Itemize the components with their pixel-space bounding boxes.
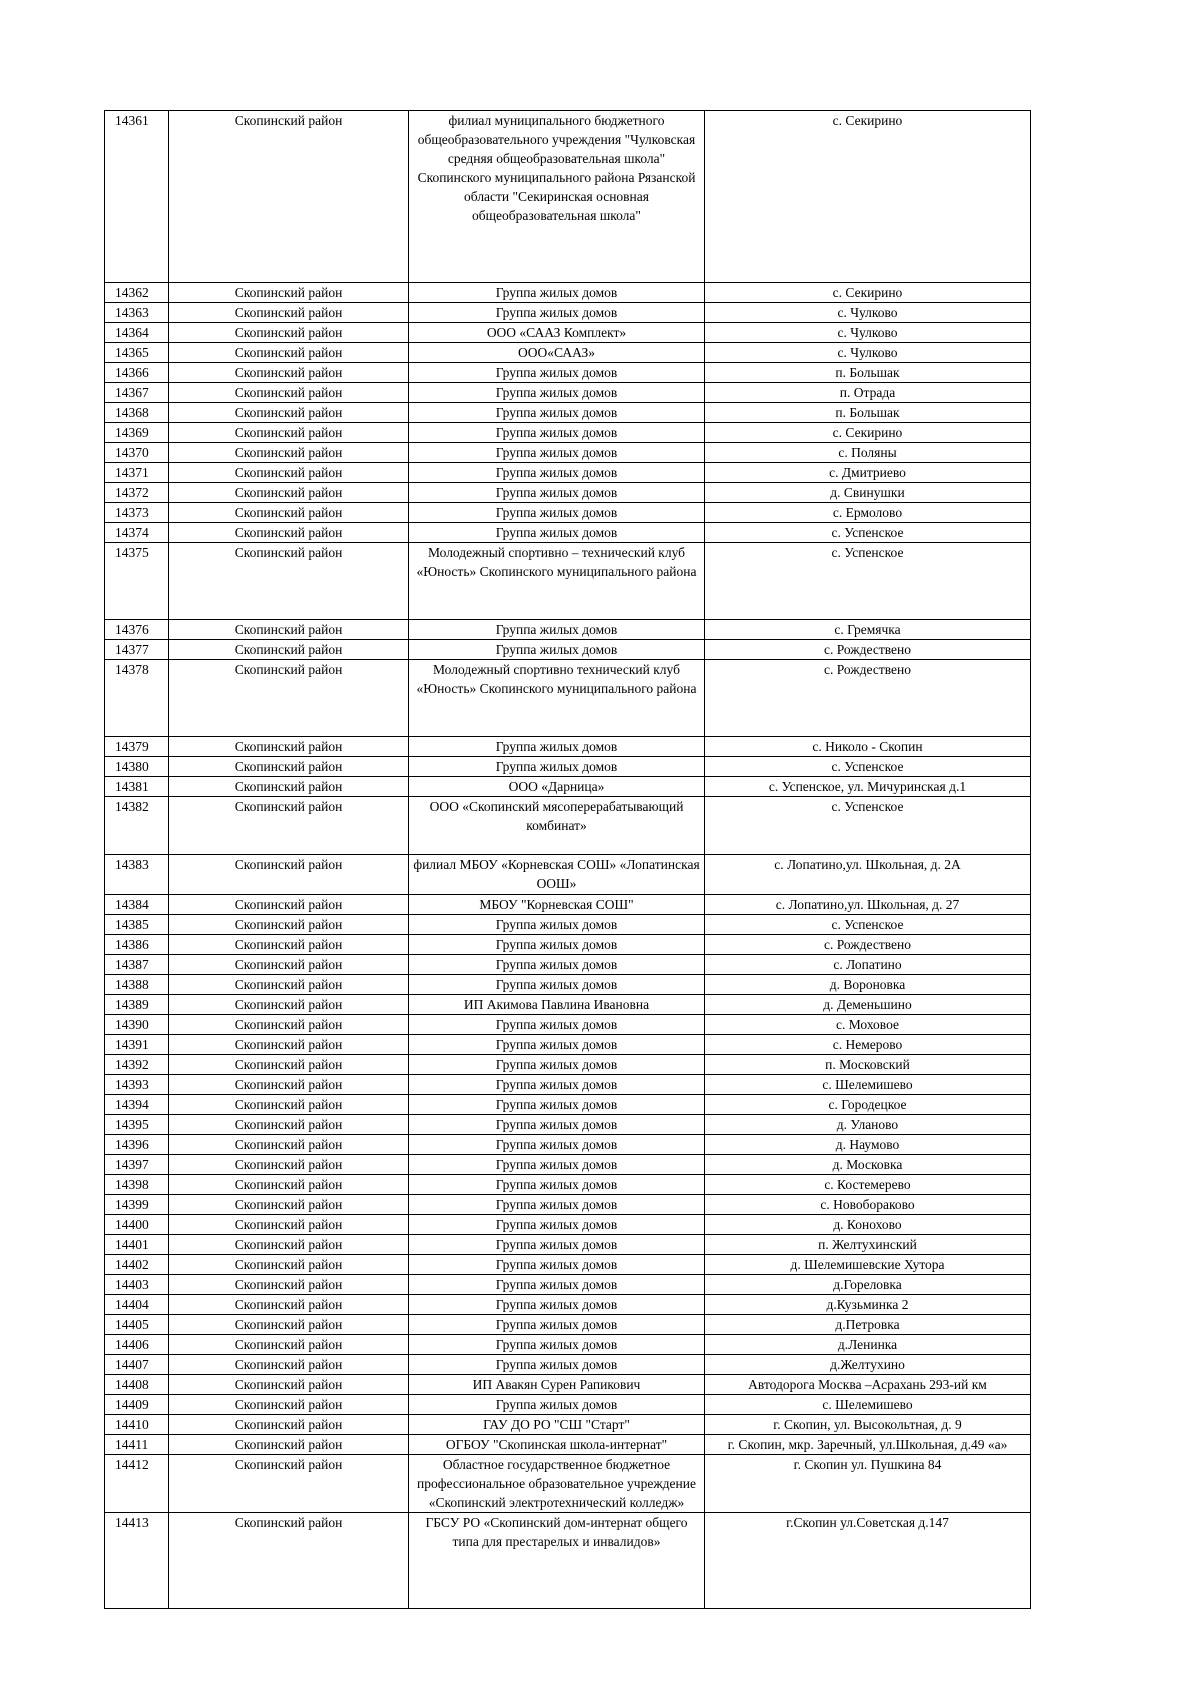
table-row <box>105 1395 1031 1415</box>
row-number-cell: 14384 <box>105 895 169 915</box>
object-name-cell: Группа жилых домов <box>409 1155 705 1175</box>
district-cell: Скопинский район <box>169 1355 409 1375</box>
location-cell: д. Свинушки <box>705 483 1031 503</box>
object-name-cell: Молодежный спортивно – технический клуб «Юность» Скопинского муниципального района <box>409 543 705 620</box>
district-cell: Скопинский район <box>169 660 409 737</box>
table-row <box>105 757 1031 777</box>
location-cell: с. Лопатино <box>705 955 1031 975</box>
district-cell: Скопинский район <box>169 523 409 543</box>
location-cell: г. Скопин, мкр. Заречный, ул.Школьная, д.49 «а» <box>705 1435 1031 1455</box>
object-name-cell: Группа жилых домов <box>409 1295 705 1315</box>
district-cell: Скопинский район <box>169 1175 409 1195</box>
location-cell: с. Городецкое <box>705 1095 1031 1115</box>
district-cell: Скопинский район <box>169 1295 409 1315</box>
district-cell: Скопинский район <box>169 343 409 363</box>
row-number-cell: 14362 <box>105 283 169 303</box>
table-body <box>105 111 1031 1609</box>
district-cell: Скопинский район <box>169 423 409 443</box>
location-cell: д. Шелемишевские Хутора <box>705 1255 1031 1275</box>
location-cell: с. Успенское <box>705 523 1031 543</box>
object-name-cell: Группа жилых домов <box>409 955 705 975</box>
records-table <box>104 110 1031 1609</box>
row-number-cell: 14380 <box>105 757 169 777</box>
object-name-cell: Группа жилых домов <box>409 1195 705 1215</box>
table-row <box>105 1315 1031 1335</box>
object-name-cell: ООО «Скопинский мясоперерабатывающий комбинат» <box>409 797 705 855</box>
row-number-cell: 14413 <box>105 1513 169 1609</box>
district-cell: Скопинский район <box>169 1215 409 1235</box>
object-name-cell: ИП Авакян Сурен Рапикович <box>409 1375 705 1395</box>
row-number-cell: 14367 <box>105 383 169 403</box>
object-name-cell: Группа жилых домов <box>409 1355 705 1375</box>
row-number-cell: 14403 <box>105 1275 169 1295</box>
location-cell: с. Успенское <box>705 757 1031 777</box>
object-name-cell: Группа жилых домов <box>409 620 705 640</box>
row-number-cell: 14386 <box>105 935 169 955</box>
location-cell: д.Кузьминка 2 <box>705 1295 1031 1315</box>
location-cell: с. Костемерево <box>705 1175 1031 1195</box>
district-cell: Скопинский район <box>169 737 409 757</box>
location-cell: с. Чулково <box>705 323 1031 343</box>
row-number-cell: 14370 <box>105 443 169 463</box>
row-number-cell: 14371 <box>105 463 169 483</box>
location-cell: д. Уланово <box>705 1115 1031 1135</box>
table-row <box>105 1295 1031 1315</box>
object-name-cell: Группа жилых домов <box>409 503 705 523</box>
district-cell: Скопинский район <box>169 1275 409 1295</box>
row-number-cell: 14393 <box>105 1075 169 1095</box>
object-name-cell: ГБСУ РО «Скопинский дом-интернат общего типа для престарелых и инвалидов» <box>409 1513 705 1609</box>
location-cell: с. Успенское <box>705 543 1031 620</box>
location-cell: с. Николо - Скопин <box>705 737 1031 757</box>
row-number-cell: 14398 <box>105 1175 169 1195</box>
district-cell: Скопинский район <box>169 363 409 383</box>
object-name-cell: Группа жилых домов <box>409 915 705 935</box>
location-cell: с. Немерово <box>705 1035 1031 1055</box>
row-number-cell: 14382 <box>105 797 169 855</box>
object-name-cell: Группа жилых домов <box>409 363 705 383</box>
row-number-cell: 14395 <box>105 1115 169 1135</box>
district-cell: Скопинский район <box>169 1375 409 1395</box>
table-row <box>105 620 1031 640</box>
row-number-cell: 14365 <box>105 343 169 363</box>
table-row <box>105 343 1031 363</box>
object-name-cell: ООО«СААЗ» <box>409 343 705 363</box>
table-row <box>105 1255 1031 1275</box>
table-row <box>105 303 1031 323</box>
row-number-cell: 14364 <box>105 323 169 343</box>
location-cell: д.Гореловка <box>705 1275 1031 1295</box>
row-number-cell: 14412 <box>105 1455 169 1513</box>
object-name-cell: Группа жилых домов <box>409 1015 705 1035</box>
row-number-cell: 14373 <box>105 503 169 523</box>
district-cell: Скопинский район <box>169 777 409 797</box>
district-cell: Скопинский район <box>169 640 409 660</box>
object-name-cell: Областное государственное бюджетное профессиональное образовательное учреждение «Скопинский электротехнический колледж» <box>409 1455 705 1513</box>
object-name-cell: Группа жилых домов <box>409 1215 705 1235</box>
row-number-cell: 14368 <box>105 403 169 423</box>
location-cell: с. Секирино <box>705 111 1031 283</box>
row-number-cell: 14369 <box>105 423 169 443</box>
table-row <box>105 283 1031 303</box>
table-row <box>105 1275 1031 1295</box>
row-number-cell: 14404 <box>105 1295 169 1315</box>
district-cell: Скопинский район <box>169 463 409 483</box>
row-number-cell: 14375 <box>105 543 169 620</box>
location-cell: с. Секирино <box>705 283 1031 303</box>
location-cell: с. Шелемишево <box>705 1395 1031 1415</box>
table-row <box>105 1455 1031 1513</box>
row-number-cell: 14402 <box>105 1255 169 1275</box>
location-cell: д.Ленинка <box>705 1335 1031 1355</box>
location-cell: с. Чулково <box>705 343 1031 363</box>
object-name-cell: Группа жилых домов <box>409 1055 705 1075</box>
district-cell: Скопинский район <box>169 1435 409 1455</box>
table-row <box>105 1415 1031 1435</box>
location-cell: с. Гремячка <box>705 620 1031 640</box>
district-cell: Скопинский район <box>169 303 409 323</box>
district-cell: Скопинский район <box>169 1075 409 1095</box>
location-cell: д. Московка <box>705 1155 1031 1175</box>
location-cell: д.Петровка <box>705 1315 1031 1335</box>
object-name-cell: Группа жилых домов <box>409 1035 705 1055</box>
row-number-cell: 14366 <box>105 363 169 383</box>
district-cell: Скопинский район <box>169 935 409 955</box>
row-number-cell: 14388 <box>105 975 169 995</box>
location-cell: п. Московский <box>705 1055 1031 1075</box>
district-cell: Скопинский район <box>169 797 409 855</box>
object-name-cell: Группа жилых домов <box>409 483 705 503</box>
object-name-cell: Группа жилых домов <box>409 283 705 303</box>
row-number-cell: 14390 <box>105 1015 169 1035</box>
object-name-cell: ГАУ ДО РО "СШ "Старт" <box>409 1415 705 1435</box>
object-name-cell: Молодежный спортивно технический клуб «Юность» Скопинского муниципального района <box>409 660 705 737</box>
row-number-cell: 14400 <box>105 1215 169 1235</box>
location-cell: с. Рождествено <box>705 640 1031 660</box>
row-number-cell: 14381 <box>105 777 169 797</box>
object-name-cell: Группа жилых домов <box>409 1335 705 1355</box>
table-row <box>105 1435 1031 1455</box>
object-name-cell: Группа жилых домов <box>409 523 705 543</box>
row-number-cell: 14409 <box>105 1395 169 1415</box>
table-row <box>105 403 1031 423</box>
object-name-cell: Группа жилых домов <box>409 757 705 777</box>
district-cell: Скопинский район <box>169 620 409 640</box>
district-cell: Скопинский район <box>169 1235 409 1255</box>
row-number-cell: 14405 <box>105 1315 169 1335</box>
table-row <box>105 797 1031 855</box>
district-cell: Скопинский район <box>169 757 409 777</box>
row-number-cell: 14374 <box>105 523 169 543</box>
district-cell: Скопинский район <box>169 1035 409 1055</box>
row-number-cell: 14387 <box>105 955 169 975</box>
row-number-cell: 14378 <box>105 660 169 737</box>
table-row <box>105 1115 1031 1135</box>
table-row <box>105 975 1031 995</box>
location-cell: с. Лопатино,ул. Школьная, д. 27 <box>705 895 1031 915</box>
district-cell: Скопинский район <box>169 855 409 895</box>
table-row <box>105 777 1031 797</box>
row-number-cell: 14361 <box>105 111 169 283</box>
row-number-cell: 14391 <box>105 1035 169 1055</box>
object-name-cell: Группа жилых домов <box>409 383 705 403</box>
district-cell: Скопинский район <box>169 323 409 343</box>
district-cell: Скопинский район <box>169 915 409 935</box>
location-cell: Автодорога Москва –Асрахань 293-ий км <box>705 1375 1031 1395</box>
table-row <box>105 1055 1031 1075</box>
object-name-cell: Группа жилых домов <box>409 1255 705 1275</box>
location-cell: п. Отрада <box>705 383 1031 403</box>
table-row <box>105 640 1031 660</box>
location-cell: с. Шелемишево <box>705 1075 1031 1095</box>
table-row <box>105 1015 1031 1035</box>
table-row <box>105 1195 1031 1215</box>
row-number-cell: 14406 <box>105 1335 169 1355</box>
district-cell: Скопинский район <box>169 543 409 620</box>
object-name-cell: Группа жилых домов <box>409 1095 705 1115</box>
object-name-cell: филиал муниципального бюджетного общеобразовательного учреждения "Чулковская средняя общеобразовательная школа" Скопинского муниципального района Рязанской области "Секиринская основная общеобразовательная школа" <box>409 111 705 283</box>
district-cell: Скопинский район <box>169 1455 409 1513</box>
location-cell: п. Большак <box>705 363 1031 383</box>
table-row <box>105 935 1031 955</box>
table-row <box>105 737 1031 757</box>
object-name-cell: Группа жилых домов <box>409 443 705 463</box>
table-row <box>105 1175 1031 1195</box>
table-row <box>105 363 1031 383</box>
row-number-cell: 14401 <box>105 1235 169 1255</box>
district-cell: Скопинский район <box>169 383 409 403</box>
location-cell: д. Вороновка <box>705 975 1031 995</box>
object-name-cell: Группа жилых домов <box>409 1175 705 1195</box>
object-name-cell: Группа жилых домов <box>409 403 705 423</box>
row-number-cell: 14411 <box>105 1435 169 1455</box>
object-name-cell: Группа жилых домов <box>409 737 705 757</box>
row-number-cell: 14379 <box>105 737 169 757</box>
row-number-cell: 14392 <box>105 1055 169 1075</box>
location-cell: с. Успенское, ул. Мичуринская д.1 <box>705 777 1031 797</box>
object-name-cell: Группа жилых домов <box>409 1395 705 1415</box>
district-cell: Скопинский район <box>169 895 409 915</box>
object-name-cell: Группа жилых домов <box>409 1135 705 1155</box>
row-number-cell: 14372 <box>105 483 169 503</box>
location-cell: с. Дмитриево <box>705 463 1031 483</box>
location-cell: д. Конохово <box>705 1215 1031 1235</box>
table-row <box>105 523 1031 543</box>
location-cell: г. Скопин ул. Пушкина 84 <box>705 1455 1031 1513</box>
table-row <box>105 895 1031 915</box>
row-number-cell: 14394 <box>105 1095 169 1115</box>
table-row <box>105 995 1031 1015</box>
table-row <box>105 1355 1031 1375</box>
object-name-cell: Группа жилых домов <box>409 463 705 483</box>
object-name-cell: ОГБОУ "Скопинская школа-интернат" <box>409 1435 705 1455</box>
district-cell: Скопинский район <box>169 1095 409 1115</box>
district-cell: Скопинский район <box>169 1115 409 1135</box>
location-cell: г.Скопин ул.Советская д.147 <box>705 1513 1031 1609</box>
district-cell: Скопинский район <box>169 1513 409 1609</box>
district-cell: Скопинский район <box>169 1395 409 1415</box>
district-cell: Скопинский район <box>169 1135 409 1155</box>
location-cell: д.Желтухино <box>705 1355 1031 1375</box>
district-cell: Скопинский район <box>169 403 409 423</box>
object-name-cell: филиал МБОУ «Корневская СОШ» «Лопатинская ООШ» <box>409 855 705 895</box>
district-cell: Скопинский район <box>169 443 409 463</box>
district-cell: Скопинский район <box>169 1055 409 1075</box>
location-cell: с. Лопатино,ул. Школьная, д. 2А <box>705 855 1031 895</box>
district-cell: Скопинский район <box>169 1415 409 1435</box>
table-row <box>105 660 1031 737</box>
object-name-cell: Группа жилых домов <box>409 975 705 995</box>
table-row <box>105 383 1031 403</box>
table-row <box>105 443 1031 463</box>
table-row <box>105 1215 1031 1235</box>
location-cell: с. Успенское <box>705 797 1031 855</box>
location-cell: с. Моховое <box>705 1015 1031 1035</box>
table-row <box>105 1095 1031 1115</box>
district-cell: Скопинский район <box>169 1195 409 1215</box>
district-cell: Скопинский район <box>169 1255 409 1275</box>
row-number-cell: 14389 <box>105 995 169 1015</box>
location-cell: с. Рождествено <box>705 660 1031 737</box>
object-name-cell: Группа жилых домов <box>409 423 705 443</box>
row-number-cell: 14376 <box>105 620 169 640</box>
row-number-cell: 14363 <box>105 303 169 323</box>
district-cell: Скопинский район <box>169 483 409 503</box>
row-number-cell: 14397 <box>105 1155 169 1175</box>
district-cell: Скопинский район <box>169 1335 409 1355</box>
table-row <box>105 503 1031 523</box>
row-number-cell: 14377 <box>105 640 169 660</box>
table-row <box>105 1375 1031 1395</box>
district-cell: Скопинский район <box>169 283 409 303</box>
row-number-cell: 14408 <box>105 1375 169 1395</box>
district-cell: Скопинский район <box>169 1315 409 1335</box>
row-number-cell: 14396 <box>105 1135 169 1155</box>
district-cell: Скопинский район <box>169 955 409 975</box>
district-cell: Скопинский район <box>169 111 409 283</box>
row-number-cell: 14383 <box>105 855 169 895</box>
row-number-cell: 14385 <box>105 915 169 935</box>
location-cell: с. Рождествено <box>705 935 1031 955</box>
row-number-cell: 14407 <box>105 1355 169 1375</box>
table-row <box>105 1155 1031 1175</box>
district-cell: Скопинский район <box>169 503 409 523</box>
table-row <box>105 1075 1031 1095</box>
district-cell: Скопинский район <box>169 975 409 995</box>
location-cell: с. Чулково <box>705 303 1031 323</box>
location-cell: п. Желтухинский <box>705 1235 1031 1255</box>
object-name-cell: Группа жилых домов <box>409 1275 705 1295</box>
district-cell: Скопинский район <box>169 995 409 1015</box>
object-name-cell: Группа жилых домов <box>409 1115 705 1135</box>
object-name-cell: Группа жилых домов <box>409 640 705 660</box>
district-cell: Скопинский район <box>169 1015 409 1035</box>
table-row <box>105 1513 1031 1609</box>
object-name-cell: ООО «Дарница» <box>409 777 705 797</box>
table-row <box>105 955 1031 975</box>
district-cell: Скопинский район <box>169 1155 409 1175</box>
table-row <box>105 463 1031 483</box>
object-name-cell: Группа жилых домов <box>409 1235 705 1255</box>
location-cell: с. Ермолово <box>705 503 1031 523</box>
object-name-cell: ООО «СААЗ Комплект» <box>409 323 705 343</box>
object-name-cell: МБОУ "Корневская СОШ" <box>409 895 705 915</box>
row-number-cell: 14399 <box>105 1195 169 1215</box>
location-cell: п. Большак <box>705 403 1031 423</box>
table-row <box>105 423 1031 443</box>
object-name-cell: ИП Акимова Павлина Ивановна <box>409 995 705 1015</box>
table-row <box>105 483 1031 503</box>
location-cell: с. Секирино <box>705 423 1031 443</box>
table-row <box>105 855 1031 895</box>
object-name-cell: Группа жилых домов <box>409 935 705 955</box>
table-row <box>105 323 1031 343</box>
table-row <box>105 1135 1031 1155</box>
location-cell: с. Успенское <box>705 915 1031 935</box>
location-cell: г. Скопин, ул. Высокольтная, д. 9 <box>705 1415 1031 1435</box>
location-cell: с. Поляны <box>705 443 1031 463</box>
object-name-cell: Группа жилых домов <box>409 303 705 323</box>
table-row <box>105 111 1031 283</box>
table-row <box>105 543 1031 620</box>
location-cell: д. Деменьшино <box>705 995 1031 1015</box>
table-row <box>105 1335 1031 1355</box>
object-name-cell: Группа жилых домов <box>409 1075 705 1095</box>
table-row <box>105 1035 1031 1055</box>
table-row <box>105 915 1031 935</box>
location-cell: д. Наумово <box>705 1135 1031 1155</box>
row-number-cell: 14410 <box>105 1415 169 1435</box>
table-row <box>105 1235 1031 1255</box>
object-name-cell: Группа жилых домов <box>409 1315 705 1335</box>
location-cell: с. Новобораково <box>705 1195 1031 1215</box>
